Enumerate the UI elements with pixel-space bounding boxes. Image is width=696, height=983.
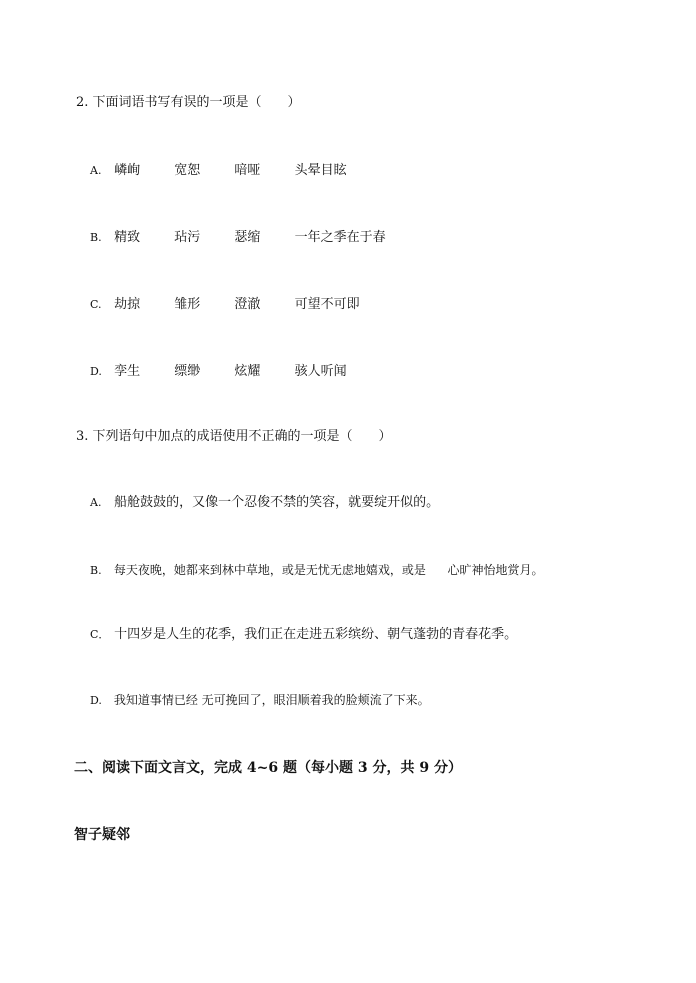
option-letter: C. <box>90 298 102 311</box>
question-3-option-b <box>90 561 544 580</box>
option-word: 雏形 <box>174 297 201 312</box>
question-3-stem: 3. 下列语句中加点的成语使用不正确的一项是（ ） <box>76 429 392 444</box>
option-text: 船舱鼓鼓的，又像一个忍俊不禁的笑容，就要绽开似的。 <box>114 495 440 510</box>
passage-title: 智子疑邻 <box>74 827 130 843</box>
option-word: 炫耀 <box>234 364 261 379</box>
option-letter: B. <box>90 231 102 244</box>
option-word: 瑟缩 <box>234 230 261 245</box>
question-2-option-a <box>90 162 347 180</box>
option-letter: D. <box>90 694 102 707</box>
option-letter: B. <box>90 564 102 577</box>
option-text: 无可挽回了，眼泪顺着我的脸颊流了下来。 <box>201 693 430 707</box>
option-word: 精致 <box>114 230 141 245</box>
question-2-option-b <box>90 229 386 247</box>
option-word: 玷污 <box>174 230 201 245</box>
section-2-heading: 二、阅读下面文言文，完成 4~6 题（每小题 3 分，共 9 分） <box>74 760 462 776</box>
option-word: 澄澈 <box>234 297 261 312</box>
option-letter: C． <box>90 628 110 641</box>
option-word: 孪生 <box>114 364 141 379</box>
option-letter: D. <box>90 365 102 378</box>
option-word: 骇人听闻 <box>294 364 347 379</box>
question-2-option-c <box>90 296 360 314</box>
option-word: 嶙峋 <box>114 163 141 178</box>
option-word: 缥缈 <box>174 364 201 379</box>
option-text: 十四岁是人生的花季，我们正在走进五彩缤纷、朝气蓬勃的青春花季。 <box>114 627 518 642</box>
question-3-option-d <box>90 691 430 710</box>
option-word: 可望不可即 <box>294 297 360 312</box>
option-word: 劫掠 <box>114 297 141 312</box>
option-word: 头晕目眩 <box>294 163 347 178</box>
question-3-option-a <box>90 494 439 512</box>
option-text: 我知道事情已经 <box>113 693 198 707</box>
option-letter: A. <box>90 164 102 177</box>
question-2-stem: 2. 下面词语书写有误的一项是（ ） <box>76 95 301 110</box>
option-word: 一年之季在于春 <box>294 230 386 245</box>
option-text: 每天夜晚，她都来到林中草地，或是无忧无虑地嬉戏，或是 <box>113 563 426 577</box>
question-3-option-c <box>90 626 517 644</box>
option-letter: A. <box>90 496 102 509</box>
option-word: 喑哑 <box>234 163 261 178</box>
question-2-option-d <box>90 363 347 381</box>
option-word: 宽恕 <box>174 163 201 178</box>
option-text: 心旷神怡地赏月。 <box>447 563 544 577</box>
